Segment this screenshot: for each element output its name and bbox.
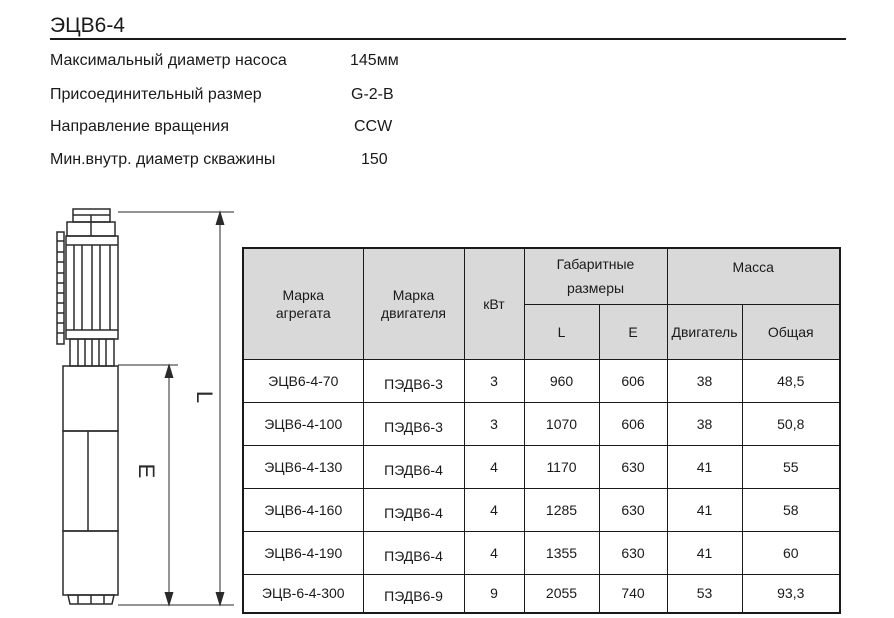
cell-motor: ПЭДВ6-3 — [363, 359, 464, 402]
cell-unit: ЭЦВ-6-4-300 — [243, 574, 363, 613]
spec-label-connection-size: Присоединительный размер — [50, 86, 262, 103]
spec-value-rotation: CCW — [354, 118, 393, 135]
dimension-label-E: E — [134, 463, 159, 479]
cell-kw: 3 — [464, 359, 524, 402]
header-dimensions-line1: Габаритные — [556, 256, 635, 273]
dimension-lines — [118, 212, 234, 605]
header-L: L — [524, 304, 599, 359]
spec-value-connection-size: G-2-B — [351, 86, 394, 103]
header-mass-motor: Двигатель — [667, 304, 742, 359]
cell-mass-motor: 41 — [667, 531, 742, 574]
table-row — [243, 574, 840, 613]
table-row — [243, 531, 840, 574]
table-row — [243, 359, 840, 402]
cell-mass-motor: 41 — [667, 488, 742, 531]
cell-mass-total: 60 — [742, 531, 840, 574]
cell-kw: 4 — [464, 445, 524, 488]
cell-unit: ЭЦВ6-4-70 — [243, 359, 363, 402]
header-unit-model: Марка агрегата — [243, 248, 363, 359]
cell-mass-total: 55 — [742, 445, 840, 488]
header-mass-total: Общая — [742, 304, 840, 359]
header-mass: Масса — [667, 248, 840, 304]
cell-unit: ЭЦВ6-4-190 — [243, 531, 363, 574]
cell-E: 740 — [599, 574, 667, 613]
pump-drawing — [0, 0, 244, 618]
cell-motor: ПЭДВ6-4 — [363, 445, 464, 488]
spec-label-min-well-diameter: Мин.внутр. диаметр скважины — [50, 151, 276, 168]
header-dimensions-line2: размеры — [566, 280, 625, 297]
cell-unit: ЭЦВ6-4-160 — [243, 488, 363, 531]
cell-kw: 4 — [464, 531, 524, 574]
cell-mass-motor: 38 — [667, 402, 742, 445]
spec-value-max-diameter: 145мм — [350, 52, 399, 69]
cell-motor: ПЭДВ6-9 — [363, 574, 464, 613]
table-row — [243, 445, 840, 488]
dimension-label-L: L — [192, 390, 217, 404]
cell-mass-motor: 38 — [667, 359, 742, 402]
table-row — [243, 488, 840, 531]
cell-unit: ЭЦВ6-4-130 — [243, 445, 363, 488]
header-E: E — [599, 304, 667, 359]
cell-L: 1355 — [524, 531, 599, 574]
cell-mass-total: 50,8 — [742, 402, 840, 445]
cell-motor: ПЭДВ6-3 — [363, 402, 464, 445]
cell-kw: 4 — [464, 488, 524, 531]
cell-mass-total: 93,3 — [742, 574, 840, 613]
spec-label-max-diameter: Максимальный диаметр насоса — [50, 52, 287, 69]
cell-mass-motor: 41 — [667, 445, 742, 488]
cell-E: 630 — [599, 445, 667, 488]
cell-E: 606 — [599, 359, 667, 402]
cell-L: 1170 — [524, 445, 599, 488]
cell-motor: ПЭДВ6-4 — [363, 531, 464, 574]
cell-mass-total: 58 — [742, 488, 840, 531]
cell-mass-total: 48,5 — [742, 359, 840, 402]
cell-motor: ПЭДВ6-4 — [363, 488, 464, 531]
cell-L: 1070 — [524, 402, 599, 445]
cell-E: 630 — [599, 488, 667, 531]
cell-mass-motor: 53 — [667, 574, 742, 613]
header-motor-model: Марка двигателя — [363, 248, 464, 359]
header-power: кВт — [464, 248, 524, 359]
cell-L: 1285 — [524, 488, 599, 531]
table-row — [243, 402, 840, 445]
specs-table — [242, 247, 841, 614]
cell-unit: ЭЦВ6-4-100 — [243, 402, 363, 445]
page-title: ЭЦВ6-4 — [50, 14, 125, 37]
spec-value-min-well-diameter: 150 — [361, 151, 388, 168]
spec-label-rotation: Направление вращения — [50, 118, 230, 135]
pump-outline — [57, 209, 118, 604]
cell-L: 960 — [524, 359, 599, 402]
cell-kw: 3 — [464, 402, 524, 445]
cell-E: 630 — [599, 531, 667, 574]
cell-E: 606 — [599, 402, 667, 445]
cell-L: 2055 — [524, 574, 599, 613]
cell-kw: 9 — [464, 574, 524, 613]
header-dimensions — [524, 248, 667, 304]
